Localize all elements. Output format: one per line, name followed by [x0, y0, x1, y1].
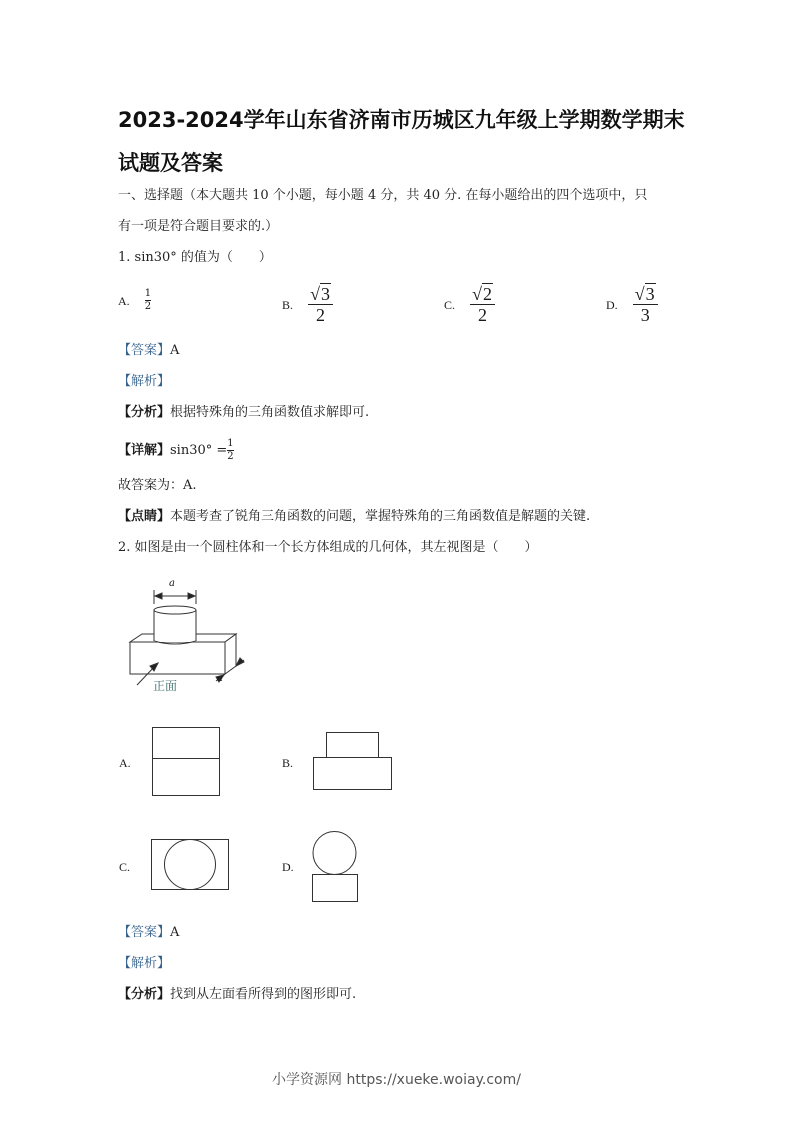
q1-option-c: [444, 284, 495, 325]
q2-analysis-tag: 【解析】: [118, 956, 171, 971]
q2-option-c-shape: [151, 839, 233, 893]
q1-option-d: [606, 284, 658, 325]
question-2-stem: 2. 如图是由一个圆柱体和一个长方体组成的几何体，其左视图是（ ）: [118, 540, 538, 555]
q2-geometry-figure: [120, 578, 250, 693]
answer-tag: 【答案】: [118, 925, 171, 940]
option-label: A.: [118, 294, 130, 308]
answer-value: A: [170, 343, 180, 358]
q1-answer: [118, 343, 179, 359]
cylinder-cuboid-diagram: [120, 582, 250, 692]
answer-value: A: [170, 925, 180, 940]
q2-option-d-shape: [312, 831, 362, 903]
q2-option-b-shape: [313, 732, 395, 792]
sqrt-symbol: √: [472, 284, 482, 304]
fraction: $\frac{1}{2}$: [227, 438, 234, 462]
fraction: $\frac{√2}{2}$: [470, 284, 495, 325]
q2-option-b-label: B.: [282, 756, 294, 770]
front-label: 正面: [153, 679, 178, 693]
q1-option-a: [118, 288, 151, 313]
q2-fenxi: 【分析】找到从左面看所得到的图形即可.: [118, 987, 357, 1002]
q2-option-d-label: D.: [282, 860, 294, 874]
question-1-stem: 1. sin30° 的值为（ ）: [118, 250, 272, 265]
q1-fenxi: 【分析】根据特殊角的三角函数值求解即可.: [118, 405, 370, 420]
answer-tag: 【答案】: [118, 343, 171, 358]
fenxi-tag: 【分析】: [118, 405, 171, 420]
q1-option-b: [282, 284, 333, 325]
section-heading-line-2: 有一项是符合题目要求的.）: [118, 219, 279, 234]
q2-option-a-label: A.: [119, 756, 131, 770]
q1-analysis-tag: 【解析】: [118, 374, 171, 389]
option-label: C.: [444, 298, 456, 312]
q1-conclusion: 故答案为：A.: [118, 478, 197, 493]
sqrt-symbol: √: [634, 284, 645, 304]
xiangjie-tag: 【详解】: [118, 442, 171, 458]
dimension-label-side: a: [217, 673, 223, 684]
q2-option-c-label: C.: [119, 860, 131, 874]
q1-dianjing: 【点睛】本题考查了锐角三角函数的问题，掌握特殊角的三角函数值是解题的关键.: [118, 509, 591, 524]
fraction: $\frac{√3}{2}$: [308, 284, 333, 325]
footer-watermark: 小学资源网 https://xueke.woiay.com/: [272, 1072, 521, 1088]
document-title-line-1: 2023-2024学年山东省济南市历城区九年级上学期数学期末: [118, 108, 685, 132]
dianjing-tag: 【点睛】: [118, 509, 171, 524]
option-label: D.: [606, 298, 618, 312]
section-heading-line-1: 一、选择题（本大题共 10 个小题，每小题 4 分，共 40 分. 在每小题给出的四个选项中，只: [118, 188, 648, 203]
sqrt-symbol: √: [310, 284, 320, 304]
document-title-line-2: 试题及答案: [118, 151, 223, 175]
dimension-label-top: a: [169, 578, 175, 589]
fenxi-tag: 【分析】: [118, 987, 171, 1002]
option-label: B.: [282, 298, 294, 312]
q1-xiangjie: 【详解】 sin30° = $\frac{1}{2}$: [118, 438, 234, 462]
fraction: $\frac{1}{2}$: [144, 288, 152, 312]
q2-answer: [118, 925, 179, 941]
fraction: $\frac{√3}{3}$: [633, 284, 658, 325]
q2-option-a-shape: [152, 727, 222, 797]
